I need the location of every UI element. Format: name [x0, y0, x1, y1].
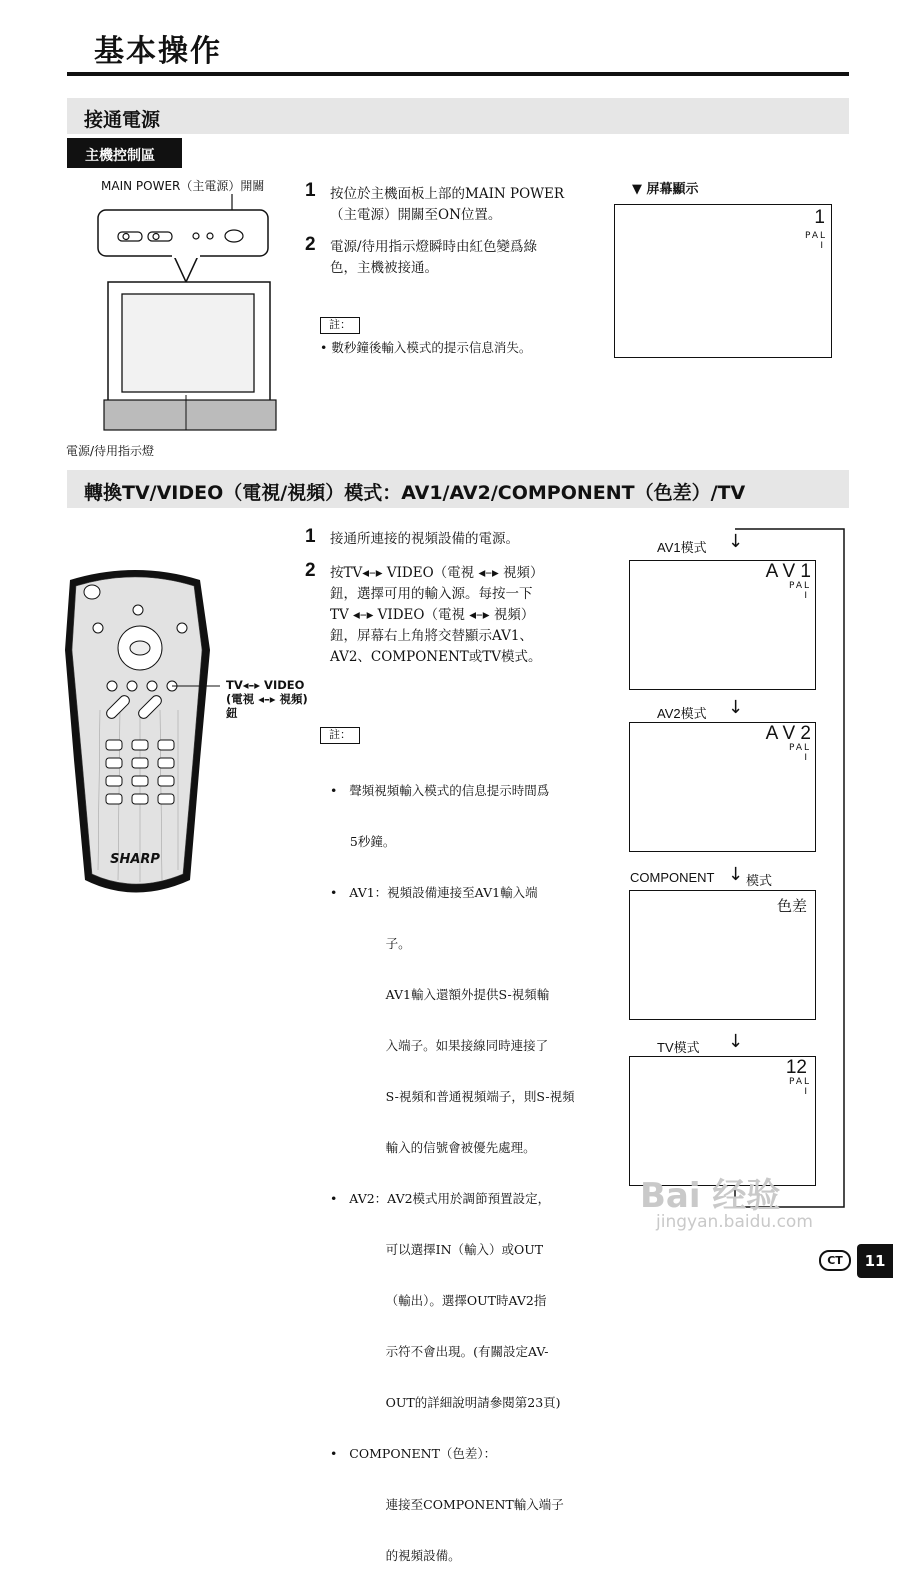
step-line: AV2、COMPONENT或TV模式。 — [330, 649, 542, 665]
osd-mode: A V 1 — [765, 561, 811, 582]
note-line: AV1輸入還額外提供S-視頻輸 — [330, 987, 550, 1002]
section-title: 轉換TV/VIDEO（電視/視頻）模式：AV1/AV2/COMPONENT（色差）/TV — [84, 482, 746, 504]
control-area-box — [67, 138, 182, 168]
control-area-label: 主機控制區 — [85, 148, 155, 164]
page-number: 11 — [857, 1244, 893, 1278]
arrow-down-icon: ↓ — [728, 697, 744, 718]
osd-sound: I — [820, 241, 825, 251]
osd-channel: 1 — [814, 207, 825, 228]
note-tag: 註： — [320, 727, 360, 744]
note-line: 示符不會出現。(有關設定AV- — [330, 1344, 549, 1359]
language-badge: CT — [819, 1250, 851, 1271]
osd-sound: I — [804, 1087, 809, 1097]
note-line: OUT的詳細說明請參閱第23頁) — [330, 1395, 561, 1410]
mode-label-tv: TV模式 — [657, 1040, 700, 1055]
note-line: 可以選擇IN（輸入）或OUT — [330, 1242, 544, 1257]
note-line: • AV2：AV2模式用於調節預置設定， — [330, 1191, 551, 1206]
section-header-power — [67, 98, 849, 134]
step-text — [330, 563, 544, 668]
note-text: • 數秒鐘後輸入模式的提示信息消失。 — [320, 340, 532, 355]
note-line: 連接至COMPONENT輸入端子 — [330, 1497, 564, 1512]
step-line: 鈕，屏幕右上角將交替顯示AV1、 — [330, 628, 533, 644]
page-title: 基本操作 — [94, 34, 222, 69]
mode-label-av1: AV1模式 — [657, 540, 707, 555]
mode-label-component: COMPONENT — [630, 870, 715, 885]
note-line: • 聲頻視頻輸入模式的信息提示時間爲 — [330, 783, 550, 798]
main-power-label: MAIN POWER（主電源）開關 — [101, 179, 265, 193]
osd-sound: I — [804, 591, 809, 601]
osd-mode: A V 2 — [765, 723, 811, 744]
note-list — [330, 748, 610, 1581]
step-number: 2 — [305, 560, 316, 581]
step-line: TV ◂–▸ VIDEO（電視 ◂–▸ 視頻） — [330, 607, 535, 623]
watermark: Bai 经验 — [640, 1176, 781, 1216]
arrow-down-icon: ↓ — [728, 864, 744, 885]
note-line: 子。 — [330, 936, 411, 951]
step-text — [330, 184, 564, 226]
note-line: 入端子。如果接線同時連接了 — [330, 1038, 549, 1053]
step-number: 1 — [305, 526, 316, 547]
tv-video-button-label — [226, 678, 308, 720]
screen-display-label: ▼ 屏幕顯示 — [632, 182, 699, 197]
arrow-down-icon: ↓ — [728, 1031, 744, 1052]
section-header-tv-video — [67, 470, 849, 508]
osd-mode: 12 — [785, 1057, 807, 1078]
osd-mode: 色差 — [776, 897, 807, 915]
mode-label-component-suffix: 模式 — [746, 873, 773, 888]
osd-system: PAL — [788, 743, 811, 753]
note-line: • COMPONENT（色差）： — [330, 1446, 497, 1461]
step-line: 按TV◂–▸ VIDEO（電視 ◂–▸ 視頻） — [330, 565, 544, 581]
indicator-label: 電源/待用指示燈 — [66, 444, 155, 458]
step-line: 色，主機被接通。 — [330, 260, 438, 276]
watermark-url: jingyan.baidu.com — [656, 1212, 813, 1232]
label-line: TV◂–▸ VIDEO — [226, 678, 305, 692]
section-title: 接通電源 — [84, 109, 161, 131]
note-line: 的視頻設備。 — [330, 1548, 461, 1563]
step-line: （主電源）開關至ON位置。 — [330, 207, 502, 223]
screen-av1 — [629, 560, 816, 690]
note-line: （輸出）。選擇OUT時AV2指 — [330, 1293, 547, 1308]
arrow-down-icon: ↓ — [728, 531, 744, 552]
note-line: 5秒鐘。 — [330, 834, 396, 849]
remote-brand: SHARP — [110, 852, 160, 867]
mode-label-av2: AV2模式 — [657, 706, 707, 721]
screen-tv — [629, 1056, 816, 1186]
step-line: 電源/待用指示燈瞬時由紅色變爲綠 — [330, 239, 538, 255]
title-rule — [67, 72, 849, 76]
osd-system: PAL — [788, 581, 811, 591]
note-line: S-視頻和普通視頻端子，則S-視頻 — [330, 1089, 575, 1104]
tv-illustration — [90, 190, 290, 440]
note-line: 輸入的信號會被優先處理。 — [330, 1140, 536, 1155]
osd-sound: I — [804, 753, 809, 763]
osd-system: PAL — [788, 1077, 811, 1087]
screen-av2 — [629, 722, 816, 852]
step-number: 2 — [305, 234, 316, 255]
label-line: 鈕 — [226, 706, 238, 720]
screen-component — [629, 890, 816, 1020]
note-line: • AV1：視頻設備連接至AV1輸入端 — [330, 885, 538, 900]
screen-display — [614, 204, 832, 358]
step-line: 按位於主機面板上部的MAIN POWER — [330, 186, 565, 202]
step-text — [330, 529, 519, 550]
step-text — [330, 237, 537, 279]
step-number: 1 — [305, 180, 316, 201]
note-tag: 註： — [320, 317, 360, 334]
label-line: (電視 ◂–▸ 視頻) — [226, 692, 308, 706]
step-line: 鈕，選擇可用的輸入源。每按一下 — [330, 586, 533, 602]
step-line: 接通所連接的視頻設備的電源。 — [330, 531, 519, 547]
osd-system: PAL — [804, 231, 827, 241]
